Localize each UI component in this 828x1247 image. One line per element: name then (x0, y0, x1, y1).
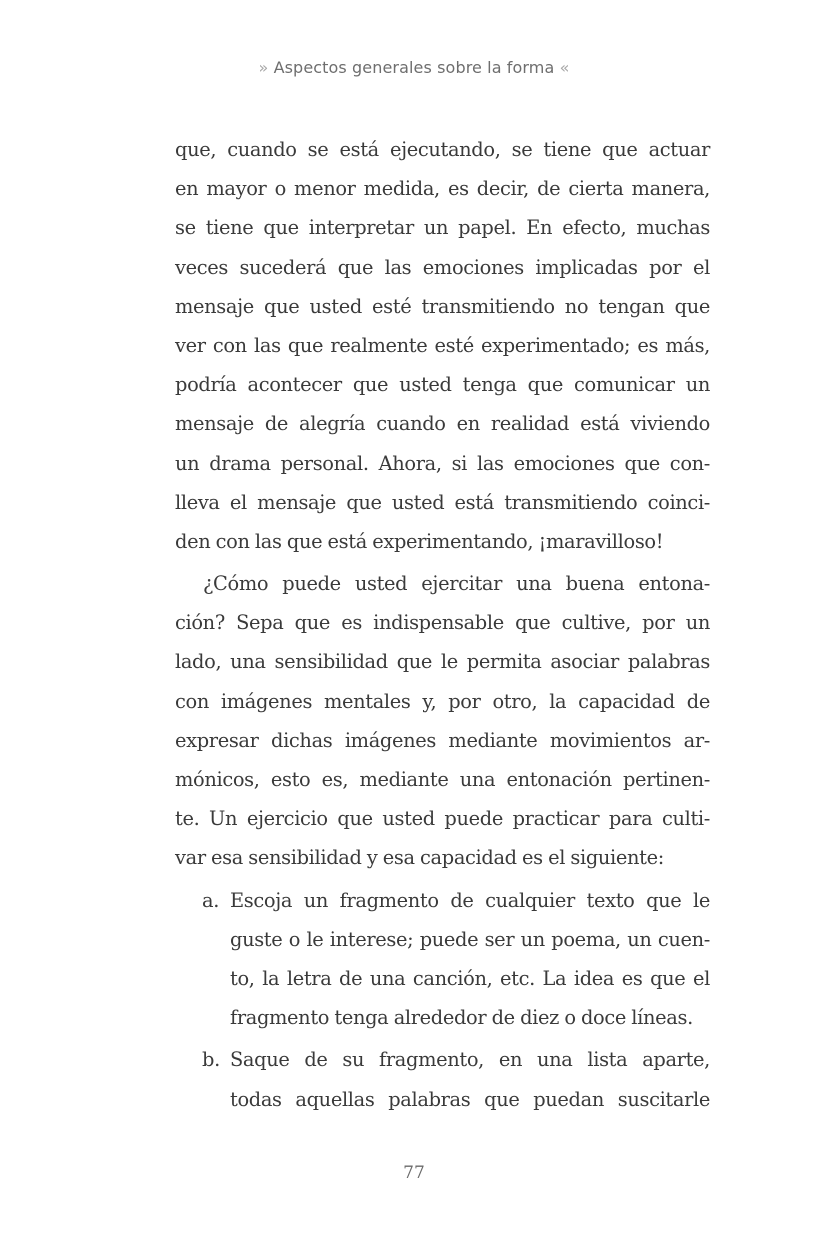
text-line: ción? Sepa que es indispensable que cultive, por un (175, 611, 710, 635)
right-guillemet-icon: « (559, 58, 570, 77)
text-line: podría acontecer que usted tenga que comunicar un (175, 373, 710, 397)
text-line: te. Un ejercicio que usted puede practicar para culti- (175, 807, 710, 831)
list-item-a (175, 881, 710, 1038)
text-line: fragmento tenga alrededor de diez o doce líneas. (230, 1006, 693, 1030)
text-line: mensaje que usted esté transmitiendo no tengan que (175, 294, 710, 318)
body-text (175, 130, 710, 1119)
text-line: lleva el mensaje que usted está transmitiendo coinci- (175, 490, 710, 514)
text-line: expresar dichas imágenes mediante movimientos ar- (175, 728, 710, 752)
text-line: veces sucederá que las emociones implicadas por el (175, 255, 710, 279)
left-guillemet-icon: » (258, 58, 269, 77)
text-line: en mayor o menor medida, es decir, de cierta manera, (175, 177, 710, 201)
running-header (0, 58, 828, 77)
text-line: mónicos, esto es, mediante una entonación pertinen- (175, 768, 710, 791)
list-marker: a. (202, 888, 220, 912)
text-line: un drama personal. Ahora, si las emociones que con- (175, 451, 710, 475)
text-line: guste o le interese; puede ser un poema, un cuen- (230, 927, 710, 951)
page-number: 77 (403, 1163, 425, 1183)
text-line: ver con las que realmente esté experimentado; es más, (175, 333, 710, 357)
text-line: lado, una sensibilidad que le permita asociar palabras (175, 650, 710, 674)
paragraph-1 (175, 130, 710, 561)
paragraph-2 (175, 564, 710, 878)
text-line: todas aquellas palabras que puedan suscitarle (230, 1087, 710, 1111)
text-line: se tiene que interpretar un papel. En efecto, muchas (175, 216, 710, 240)
text-line: Saque de su fragmento, en una lista aparte, (230, 1048, 710, 1072)
text-line: que, cuando se está ejecutando, se tiene que actuar (175, 138, 710, 161)
list-marker: b. (202, 1048, 220, 1072)
text-line: Escoja un fragmento de cualquier texto que le (230, 888, 710, 912)
text-line: var esa sensibilidad y esa capacidad es el siguiente: (175, 846, 664, 870)
text-line: con imágenes mentales y, por otro, la capacidad de (175, 689, 710, 713)
text-line: ¿Cómo puede usted ejercitar una buena entona- (203, 572, 710, 596)
text-line: to, la letra de una canción, etc. La idea es que el (230, 966, 710, 990)
list-item-b (175, 1040, 710, 1118)
text-line: mensaje de alegría cuando en realidad está viviendo (175, 412, 710, 436)
text-line: den con las que está experimentando, ¡maravilloso! (175, 529, 664, 553)
section-title: Aspectos generales sobre la forma (273, 58, 555, 77)
